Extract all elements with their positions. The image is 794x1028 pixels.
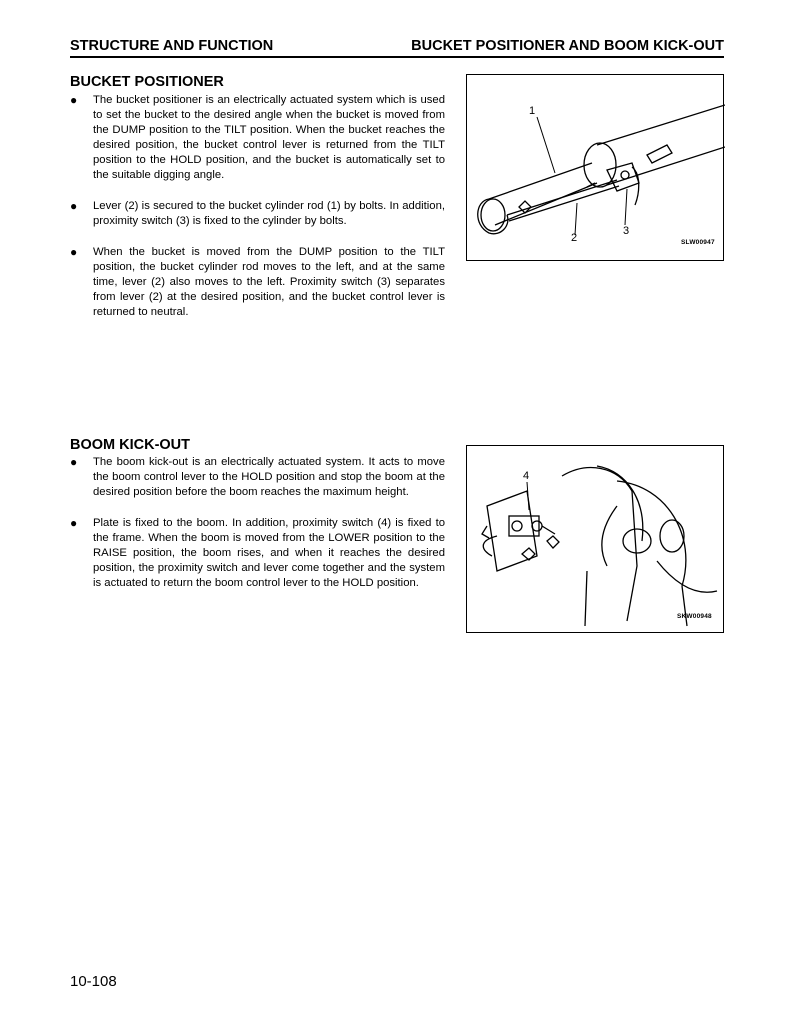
bullet-text: The boom kick-out is an electrically actuated system. It acts to move the boom control lever to the HOLD position and stop the boom at the desired position before the boom reaches the maximum height. — [93, 456, 445, 498]
callout-1: 1 — [529, 105, 536, 117]
list-item — [70, 516, 445, 591]
bullet-text: When the bucket is moved from the DUMP position to the TILT position, the bucket cylinder rod moves to the left, and at the same time, lever (2) also moves to the left. Proximity switch (3) separates from lever (2) at the desired position, and the bucket control lever is returned to neutral. — [93, 246, 445, 318]
bucket-cylinder-illustration — [467, 75, 725, 262]
boom-kickout-figure — [466, 445, 724, 633]
boom-kickout-title: BOOM KICK-OUT — [70, 437, 191, 453]
bullet-icon: ● — [70, 199, 78, 213]
header-topic: BUCKET POSITIONER AND BOOM KICK-OUT — [411, 38, 724, 54]
page-header — [70, 38, 724, 58]
callout-3: 3 — [623, 225, 630, 237]
list-item — [70, 93, 445, 183]
callout-2: 2 — [571, 232, 578, 244]
figure-code: SLW00947 — [681, 239, 715, 246]
bullet-text: Lever (2) is secured to the bucket cylinder rod (1) by bolts. In addition, proximity switch (3) is fixed to the cylinder by bolts. — [93, 200, 445, 227]
header-section: STRUCTURE AND FUNCTION — [70, 38, 274, 54]
bullet-text: Plate is fixed to the boom. In addition, proximity switch (4) is fixed to the frame. When the boom is moved from the LOWER position to the RAISE position, the boom rises, and when it reaches the desired position, the proximity switch and lever come together and the system is actuated to return the boom control lever to the HOLD position. — [93, 517, 445, 589]
bullet-icon: ● — [70, 516, 78, 530]
bucket-positioner-title: BUCKET POSITIONER — [70, 74, 224, 90]
boom-frame-illustration — [467, 446, 725, 634]
list-item — [70, 199, 445, 229]
bullet-icon: ● — [70, 93, 78, 107]
figure-code: SKW00948 — [677, 613, 712, 620]
callout-4: 4 — [523, 470, 530, 482]
page-number: 10-108 — [70, 973, 117, 990]
bullet-icon: ● — [70, 245, 78, 259]
bullet-icon: ● — [70, 455, 78, 469]
list-item — [70, 245, 445, 320]
boom-kickout-list — [70, 455, 445, 607]
bucket-positioner-figure — [466, 74, 724, 261]
bullet-text: The bucket positioner is an electrically actuated system which is used to set the bucket to the desired angle when the bucket is moved from the DUMP position to the TILT position. When the bucket reaches the desired position, the bucket control lever is returned from the TILT position to the HOLD position, and the bucket is automatically set to the suitable digging angle. — [93, 94, 445, 181]
bucket-positioner-list — [70, 93, 445, 336]
list-item — [70, 455, 445, 500]
